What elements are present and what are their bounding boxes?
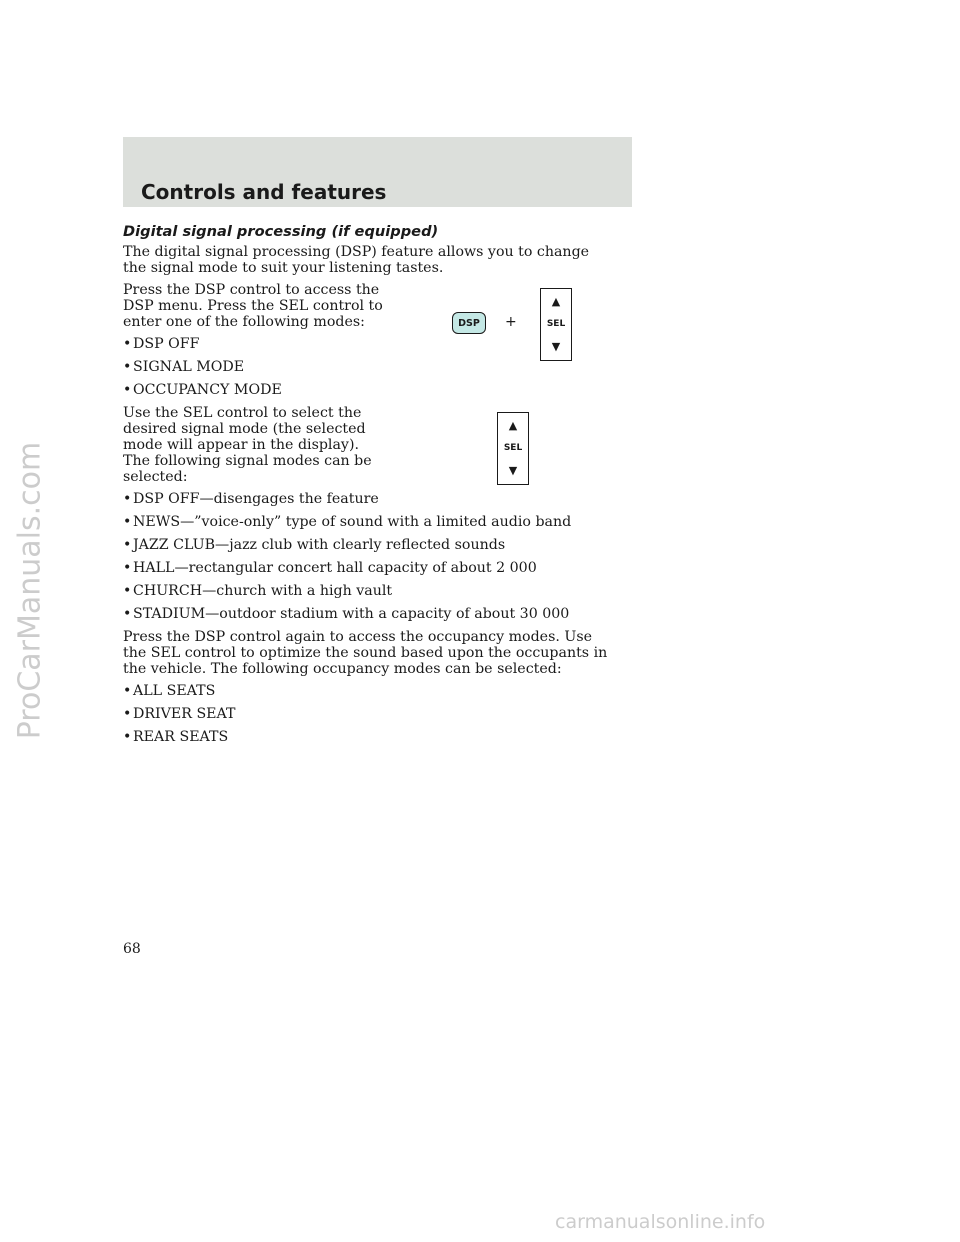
section-header bbox=[123, 137, 632, 207]
select-paragraph: Use the SEL control to select the desired signal mode (the selected mode will appear in the display). The following signal modes can be selected: bbox=[123, 405, 372, 485]
subsection-heading: Digital signal processing (if equipped) bbox=[123, 223, 439, 240]
occupancy-paragraph: Press the DSP control again to access the occupancy modes. Use the SEL control to optimize the sound based upon the occupants in the vehicle. The following occupancy modes can be selected: bbox=[123, 629, 608, 677]
sel-label: SEL bbox=[546, 319, 566, 329]
side-watermark-text: ProCarManuals.com bbox=[12, 441, 48, 739]
list-item: • JAZZ CLUB—jazz club with clearly reflected sounds bbox=[123, 537, 613, 553]
occupancy-mode-list bbox=[123, 683, 613, 745]
sel-control-illustration bbox=[497, 412, 529, 485]
menu-paragraph: Press the DSP control to access the DSP menu. Press the SEL control to enter one of the following modes: bbox=[123, 282, 383, 330]
intro-paragraph: The digital signal processing (DSP) feature allows you to change the signal mode to suit your listening tastes. bbox=[123, 244, 590, 276]
list-item: • STADIUM—outdoor stadium with a capacity of about 30 000 bbox=[123, 606, 613, 622]
section-title: Controls and features bbox=[141, 180, 387, 204]
list-item: • DSP OFF—disengages the feature bbox=[123, 491, 613, 507]
plus-sign: + bbox=[505, 314, 517, 330]
list-item: • REAR SEATS bbox=[123, 729, 613, 745]
list-item: • OCCUPANCY MODE bbox=[123, 382, 613, 398]
down-arrow-icon: ▼ bbox=[551, 340, 561, 353]
list-item: • CHURCH—church with a high vault bbox=[123, 583, 613, 599]
down-arrow-icon: ▼ bbox=[508, 464, 518, 477]
dsp-label: DSP bbox=[458, 317, 480, 329]
dsp-control-illustration bbox=[452, 312, 486, 334]
sel-label: SEL bbox=[503, 443, 523, 453]
side-watermark bbox=[8, 330, 52, 850]
up-arrow-icon: ▲ bbox=[508, 419, 518, 432]
signal-mode-list bbox=[123, 491, 613, 622]
list-item: • DSP OFF bbox=[123, 336, 613, 352]
footer-watermark: carmanualsonline.info bbox=[555, 1211, 766, 1233]
list-item: • SIGNAL MODE bbox=[123, 359, 613, 375]
list-item: • ALL SEATS bbox=[123, 683, 613, 699]
list-item: • NEWS—”voice-only” type of sound with a limited audio band bbox=[123, 514, 613, 530]
up-arrow-icon: ▲ bbox=[551, 295, 561, 308]
list-item: • DRIVER SEAT bbox=[123, 706, 613, 722]
list-item: • HALL—rectangular concert hall capacity of about 2 000 bbox=[123, 560, 613, 576]
page-number: 68 bbox=[123, 941, 141, 957]
sel-control-illustration bbox=[540, 288, 572, 361]
